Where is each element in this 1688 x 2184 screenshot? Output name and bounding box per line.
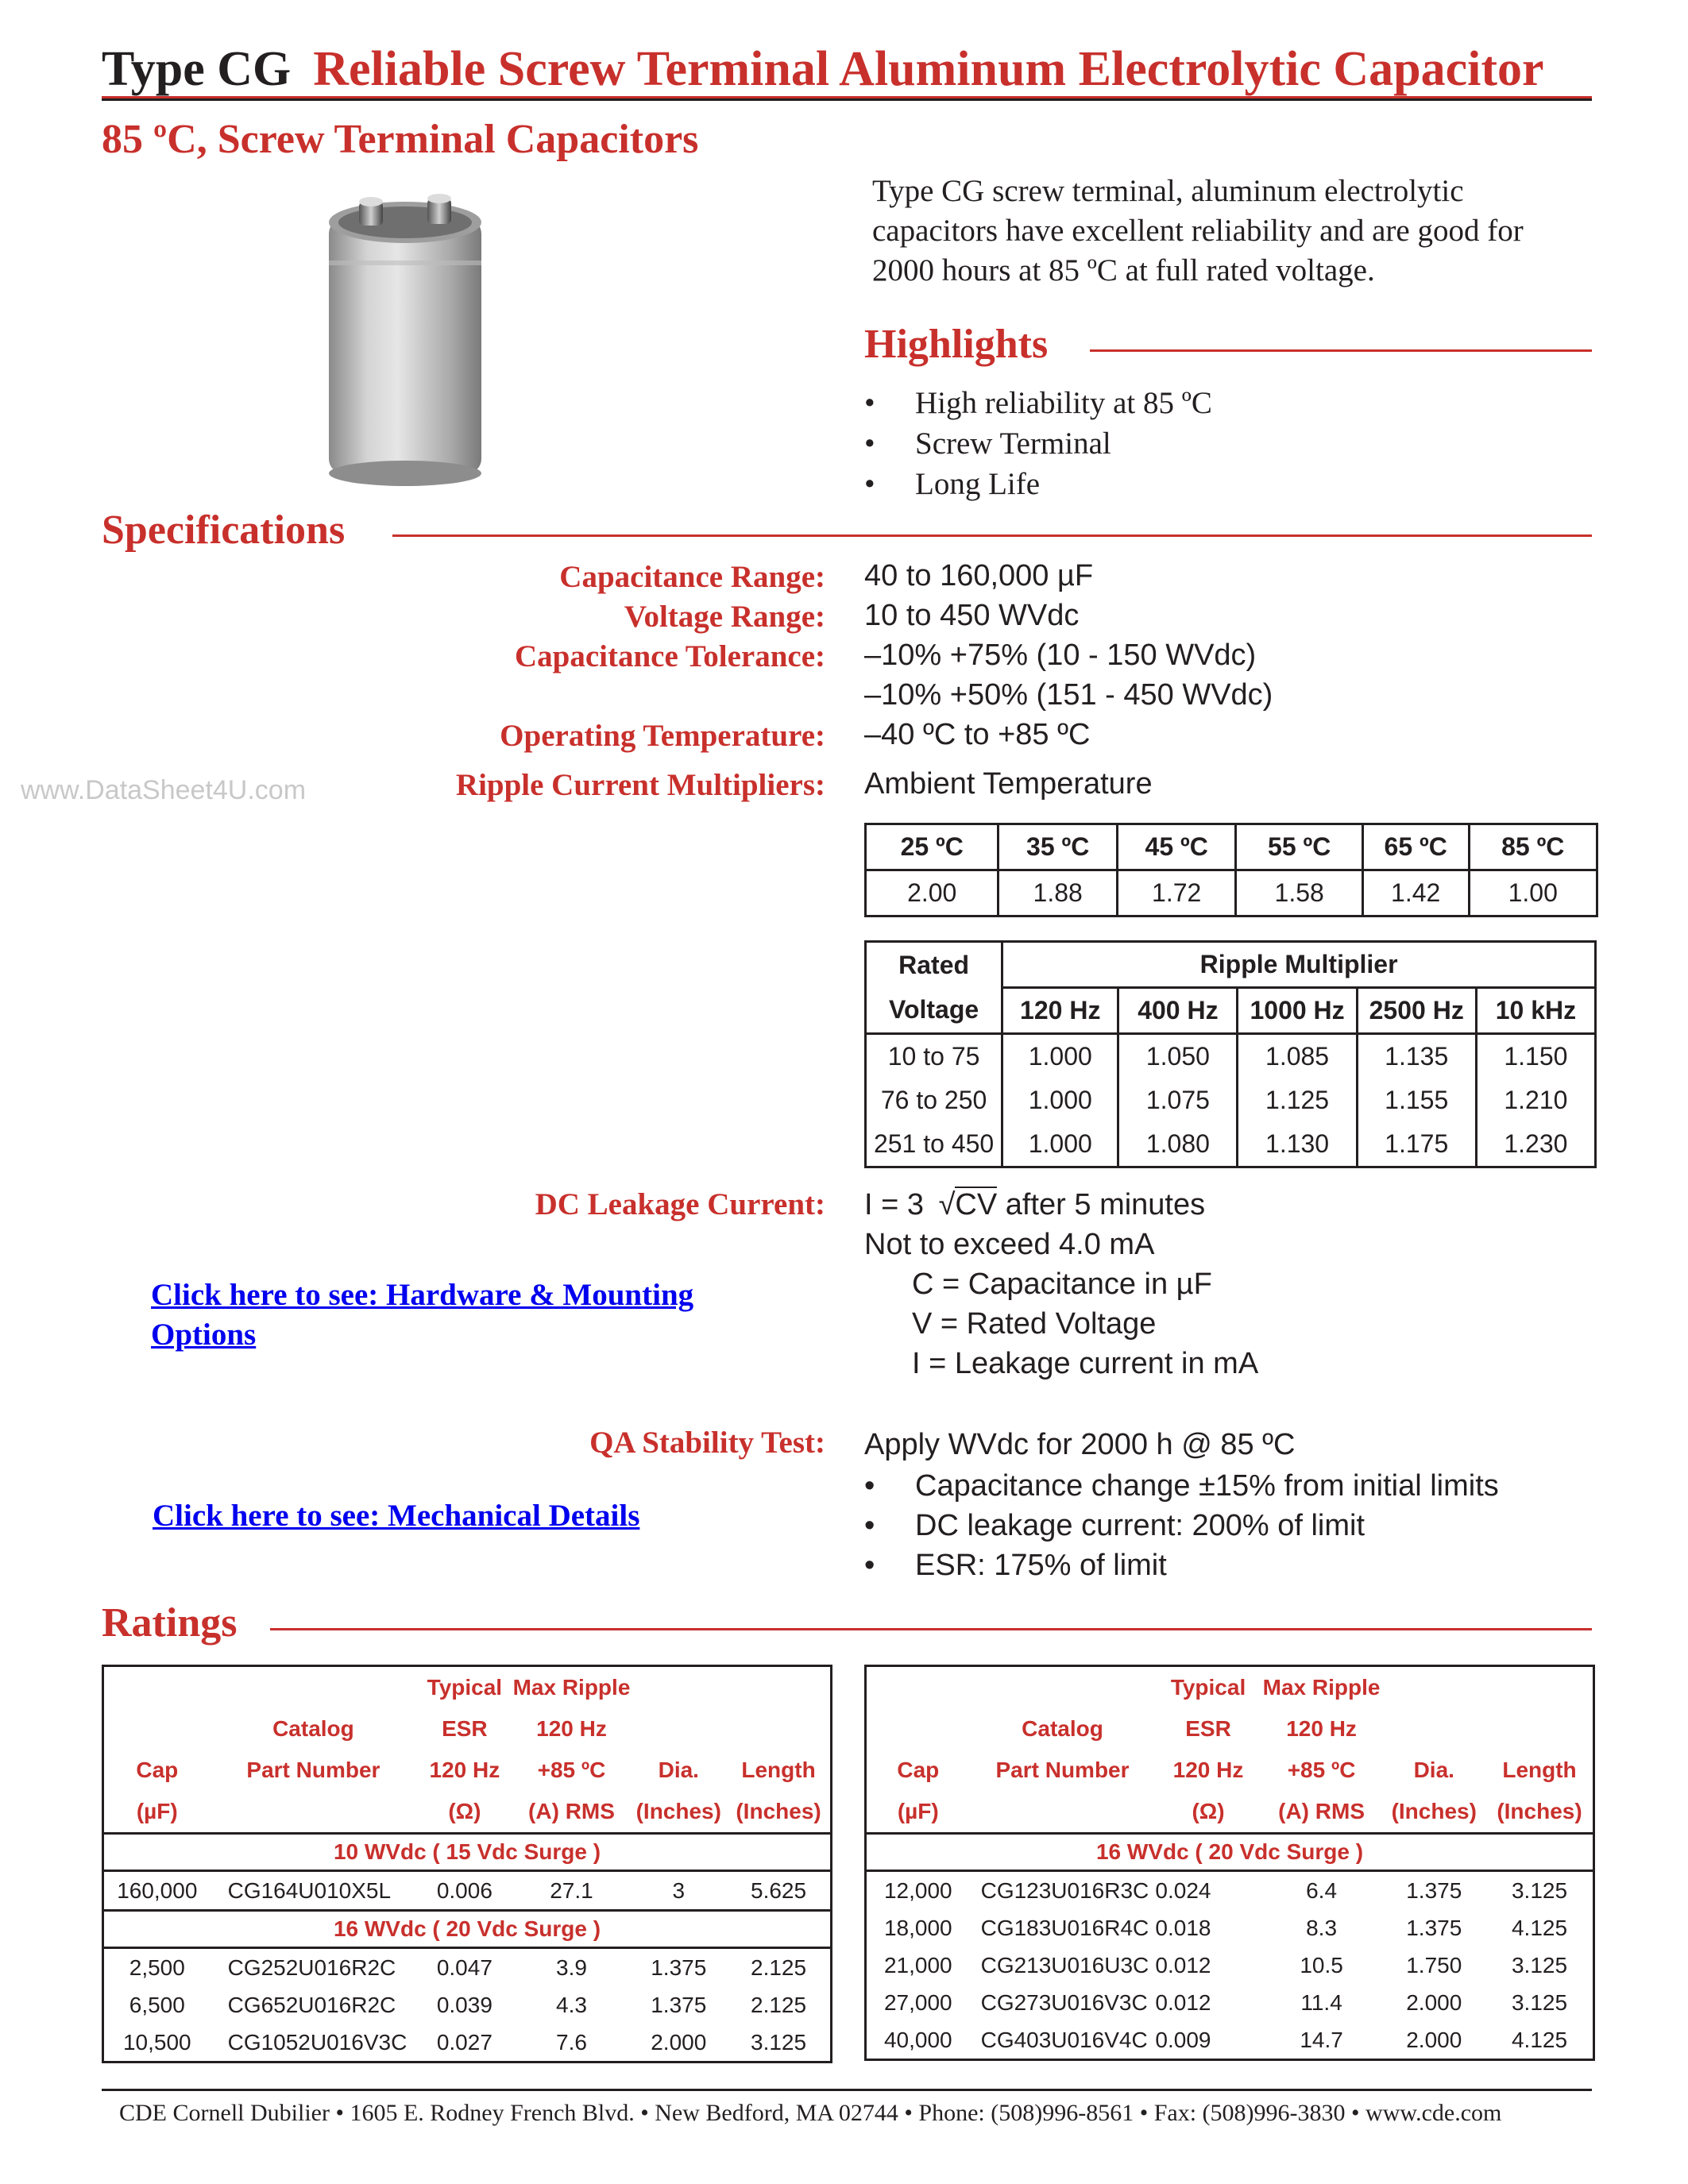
highlights-list [864,383,1212,504]
multiplier-cell: 1.000 [1002,1122,1118,1167]
esr-hz-header: 120 Hz [429,1758,500,1782]
table-row [866,1909,1594,1947]
length-unit: (Inches) [1486,1791,1593,1834]
group-title: 16 WVdc ( 20 Vdc Surge ) [866,1834,1594,1871]
watermark: www.DataSheet4U.com [21,775,307,805]
highlight-item: • High reliability at 85 ºC [864,383,1212,423]
ripple-cell: 27.1 [513,1871,631,1911]
esr-header: ESR [1185,1716,1231,1741]
ripple-cell: 3.9 [556,1954,587,1980]
subtitle: 85 ºC, Screw Terminal Capacitors [102,117,699,162]
multiplier-cell: 1.125 [1238,1078,1357,1122]
freq-header: 120 Hz [1002,988,1118,1034]
operating-temperature-label: Operating Temperature: [500,719,825,753]
voltage-cell: 76 to 250 [880,1086,987,1114]
tolerance-value-2: –10% +50% (151 - 450 WVdc) [864,678,1273,712]
dia-cell: 2.000 [651,2029,707,2055]
specifications-rule [392,534,1592,537]
freq-header: 2500 Hz [1357,988,1476,1034]
highlights-rule [1090,349,1592,352]
tolerance-value-1: –10% +75% (10 - 150 WVdc) [864,639,1257,672]
esr-cell: 0.006 [416,1871,512,1911]
temp-value: 2.00 [866,870,999,916]
freq-header: 400 Hz [1118,988,1238,1034]
voltage-range-value: 10 to 450 WVdc [864,599,1080,632]
cap-cell: 12,000 [883,1877,952,1903]
cap-cell: 160,000 [103,1871,211,1911]
cap-cell: 2,500 [129,1954,185,1980]
temp-header: 55 ºC [1236,824,1362,870]
temp-value: 1.88 [999,870,1118,916]
cap-header: Cap [136,1758,179,1782]
part-number-header: Part Number [995,1758,1130,1782]
esr-cell: 0.039 [436,1992,492,2017]
qa-stability-label: QA Stability Test: [589,1426,825,1460]
dia-cell: 1.375 [651,1992,707,2017]
ripple-multipliers-label: Ripple Current Multipliers: [455,768,825,802]
length-cell: 3.125 [1511,1877,1568,1903]
temp-header: 65 ºC [1362,824,1469,870]
multiplier-cell: 1.150 [1476,1034,1595,1079]
temp-header: 25 ºC [866,824,999,870]
qa-stability-value: Apply WVdc for 2000 h @ 85 ºC [864,1428,1296,1461]
dia-cell: 1.750 [1406,1952,1462,1978]
length-cell: 4.125 [1511,1915,1568,1940]
ripple-cell: 8.3 [1306,1915,1338,1940]
ratings-heading: Ratings [102,1600,238,1646]
voltage-range-label: Voltage Range: [624,600,825,634]
length-cell: 4.125 [1511,2027,1568,2052]
title-underline [102,98,1592,101]
multiplier-cell: 1.210 [1476,1078,1595,1122]
esr-cell: 0.024 [1155,1877,1211,1903]
temp-value: 1.58 [1236,870,1362,916]
length-cell: 3.125 [751,2029,807,2055]
title-text: Reliable Screw Terminal Aluminum Electrolytic Capacitor [313,42,1544,96]
part-cell: CG1052U016V3C [227,2029,408,2055]
mechanical-details-link[interactable]: Click here to see: Mechanical Details [153,1499,640,1533]
length-cell: 2.125 [751,1954,807,1980]
length-cell: 3.125 [1511,1952,1568,1978]
dia-cell: 2.000 [1406,2027,1462,2052]
footer-contact: CDE Cornell Dubilier • 1605 E. Rodney French Blvd. • New Bedford, MA 02744 • Phone: (508)996-8561 • Fax: (508)996-3830 • www.cde.com [119,2100,1502,2126]
voltage-header: Voltage [866,988,1002,1034]
part-cell: CG213U016U3C [980,1952,1149,1978]
table-row [866,1871,1594,1910]
esr-cell: 0.047 [436,1954,492,1980]
capacitance-range-value: 40 to 160,000 µF [864,559,1094,592]
ohm-unit: (Ω) [416,1791,512,1834]
plus85-header: +85 ºC [537,1758,606,1782]
rms-unit: (A) RMS [513,1791,631,1834]
part-cell: CG183U016R4C [980,1915,1149,1940]
length-cell: 5.625 [727,1871,831,1911]
dia-cell: 1.375 [1406,1915,1462,1940]
operating-temperature-value: –40 ºC to +85 ºC [864,718,1091,751]
catalog-header: Catalog [1022,1716,1103,1741]
ratings-table-right [864,1665,1595,2061]
intro-paragraph: Type CG screw terminal, aluminum electrolytic capacitors have excellent reliability and are good for 2000 hours at 85 ºC at full rated voltage. [872,174,1524,287]
esr-cell: 0.012 [1155,1989,1211,2015]
highlight-item: • Long Life [864,464,1212,504]
esr-cell: 0.009 [1155,2027,1211,2052]
max-ripple-header: Max Ripple [512,1675,631,1700]
rated-header: Rated [898,950,970,979]
voltage-cell: 10 to 75 [887,1042,980,1071]
length-header: Length [1502,1758,1577,1782]
esr-cell: 0.018 [1155,1915,1211,1940]
multiplier-cell: 1.075 [1118,1078,1238,1122]
group-title: 16 WVdc ( 20 Vdc Surge ) [103,1911,832,1948]
temp-header: 45 ºC [1117,824,1236,870]
cap-cell: 6,500 [129,1992,185,2017]
esr-cell: 0.027 [436,2029,492,2055]
table-row [866,2021,1594,2060]
cap-header: Cap [897,1758,940,1782]
table-row [866,1078,1596,1122]
table-row [103,2024,832,2062]
page-title [102,41,1544,98]
cap-cell: 40,000 [883,2027,952,2052]
formula-suffix: after 5 minutes [997,1188,1206,1221]
max-ripple-header: Max Ripple [1262,1675,1381,1700]
highlight-item: • Screw Terminal [864,423,1212,464]
multiplier-cell: 1.155 [1357,1078,1476,1122]
ripple-cell: 7.6 [556,2029,587,2055]
plus85-header: +85 ºC [1287,1758,1356,1782]
ripple-cell: 6.4 [1306,1877,1338,1903]
freq-header: 1000 Hz [1238,988,1357,1034]
ripple-cell: 14.7 [1300,2027,1343,2052]
uf-unit: (µF) [103,1791,211,1834]
temperature-multiplier-table [864,823,1598,917]
highlights-heading: Highlights [864,322,1049,367]
esr-cell: 0.012 [1155,1952,1211,1978]
ripple-hz-header: 120 Hz [536,1716,607,1741]
ohm-unit: (Ω) [1155,1791,1261,1834]
dc-leakage-limit: Not to exceed 4.0 mA [864,1228,1155,1261]
qa-item: • ESR: 175% of limit [864,1545,1499,1585]
ripple-cell: 4.3 [556,1992,587,2017]
cap-cell: 27,000 [883,1989,952,2015]
table-row [103,1948,832,1987]
tolerance-label: Capacitance Tolerance: [514,639,825,673]
dia-header: Dia. [1413,1758,1454,1782]
part-cell: CG252U016R2C [227,1954,396,1980]
multiplier-cell: 1.135 [1357,1034,1476,1079]
temp-value: 1.42 [1362,870,1469,916]
cap-cell: 10,500 [122,2029,191,2055]
table-row [866,1947,1594,1984]
sqrt-icon: √ [938,1188,956,1221]
esr-hz-header: 120 Hz [1172,1758,1244,1782]
length-header: Length [741,1758,816,1782]
typical-header: Typical [427,1675,503,1700]
table-row [866,1034,1596,1079]
catalog-header: Catalog [272,1716,354,1741]
ratings-table-left [102,1665,832,2063]
hardware-mounting-link-options[interactable]: Options [151,1318,257,1352]
dia-header: Dia. [658,1758,699,1782]
formula-cv: CV [955,1188,998,1221]
capacitor-image [318,187,492,489]
group-title: 10 WVdc ( 15 Vdc Surge ) [103,1834,832,1871]
length-unit: (Inches) [727,1791,831,1834]
multiplier-cell: 1.175 [1357,1122,1476,1167]
dia-cell: 1.375 [651,1954,707,1980]
table-row [866,1122,1596,1167]
dc-leakage-formula [864,1188,1205,1222]
freq-header: 10 kHz [1476,988,1595,1034]
multiplier-cell: 1.085 [1238,1034,1357,1079]
dc-leakage-i-def: I = Leakage current in mA [912,1347,1259,1380]
ratings-rule [270,1628,1592,1630]
uf-unit: (µF) [866,1791,970,1834]
dia-unit: (Inches) [630,1791,727,1834]
rms-unit: (A) RMS [1261,1791,1382,1834]
ripple-frequency-table [864,940,1597,1168]
multiplier-cell: 1.000 [1002,1078,1118,1122]
formula-prefix: I = 3 [864,1188,924,1221]
ripple-cell: 10.5 [1300,1952,1343,1978]
esr-header: ESR [442,1716,488,1741]
part-cell: CG652U016R2C [227,1992,396,2017]
cap-cell: 21,000 [883,1952,952,1978]
dia-cell: 1.375 [1406,1877,1462,1903]
qa-stability-list [864,1466,1499,1585]
length-cell: 2.125 [751,1992,807,2017]
hardware-mounting-link[interactable]: Click here to see: Hardware & Mounting [151,1278,694,1312]
cap-cell: 18,000 [883,1915,952,1940]
part-number-header: Part Number [246,1758,380,1782]
title-underline-red [102,96,1592,98]
table-row [103,1871,832,1911]
dia-unit: (Inches) [1382,1791,1487,1834]
qa-item: • Capacitance change ±15% from initial limits [864,1466,1499,1506]
length-cell: 3.125 [1511,1989,1568,2015]
multiplier-cell: 1.130 [1238,1122,1357,1167]
voltage-cell: 251 to 450 [873,1129,995,1158]
capacitance-range-label: Capacitance Range: [559,560,825,594]
ambient-temperature-label: Ambient Temperature [864,767,1153,801]
table-row [866,1984,1594,2021]
qa-item: • DC leakage current: 200% of limit [864,1506,1499,1545]
multiplier-cell: 1.000 [1002,1034,1118,1079]
temp-header: 85 ºC [1469,824,1597,870]
dia-cell: 2.000 [1406,1989,1462,2015]
type-label: Type CG [102,42,292,96]
part-cell: CG273U016V3C [980,1989,1148,2015]
dia-cell: 3 [630,1871,727,1911]
temp-header: 35 ºC [999,824,1118,870]
multiplier-cell: 1.080 [1118,1122,1238,1167]
part-cell: CG164U010X5L [211,1871,417,1911]
part-cell: CG123U016R3C [980,1877,1149,1903]
temp-value: 1.00 [1469,870,1597,916]
ripple-multiplier-header: Ripple Multiplier [1002,942,1596,988]
dc-leakage-c-def: C = Capacitance in µF [912,1268,1212,1301]
part-cell: CG403U016V4C [980,2027,1148,2052]
ripple-cell: 11.4 [1300,1989,1342,2015]
multiplier-cell: 1.230 [1476,1122,1595,1167]
footer-rule [102,2089,1592,2091]
multiplier-cell: 1.050 [1118,1034,1238,1079]
table-row [103,1986,832,2024]
ripple-hz-header: 120 Hz [1286,1716,1357,1741]
dc-leakage-v-def: V = Rated Voltage [912,1307,1157,1341]
typical-header: Typical [1170,1675,1246,1700]
temp-value: 1.72 [1117,870,1236,916]
specifications-heading: Specifications [102,507,346,553]
dc-leakage-label: DC Leakage Current: [535,1187,825,1221]
